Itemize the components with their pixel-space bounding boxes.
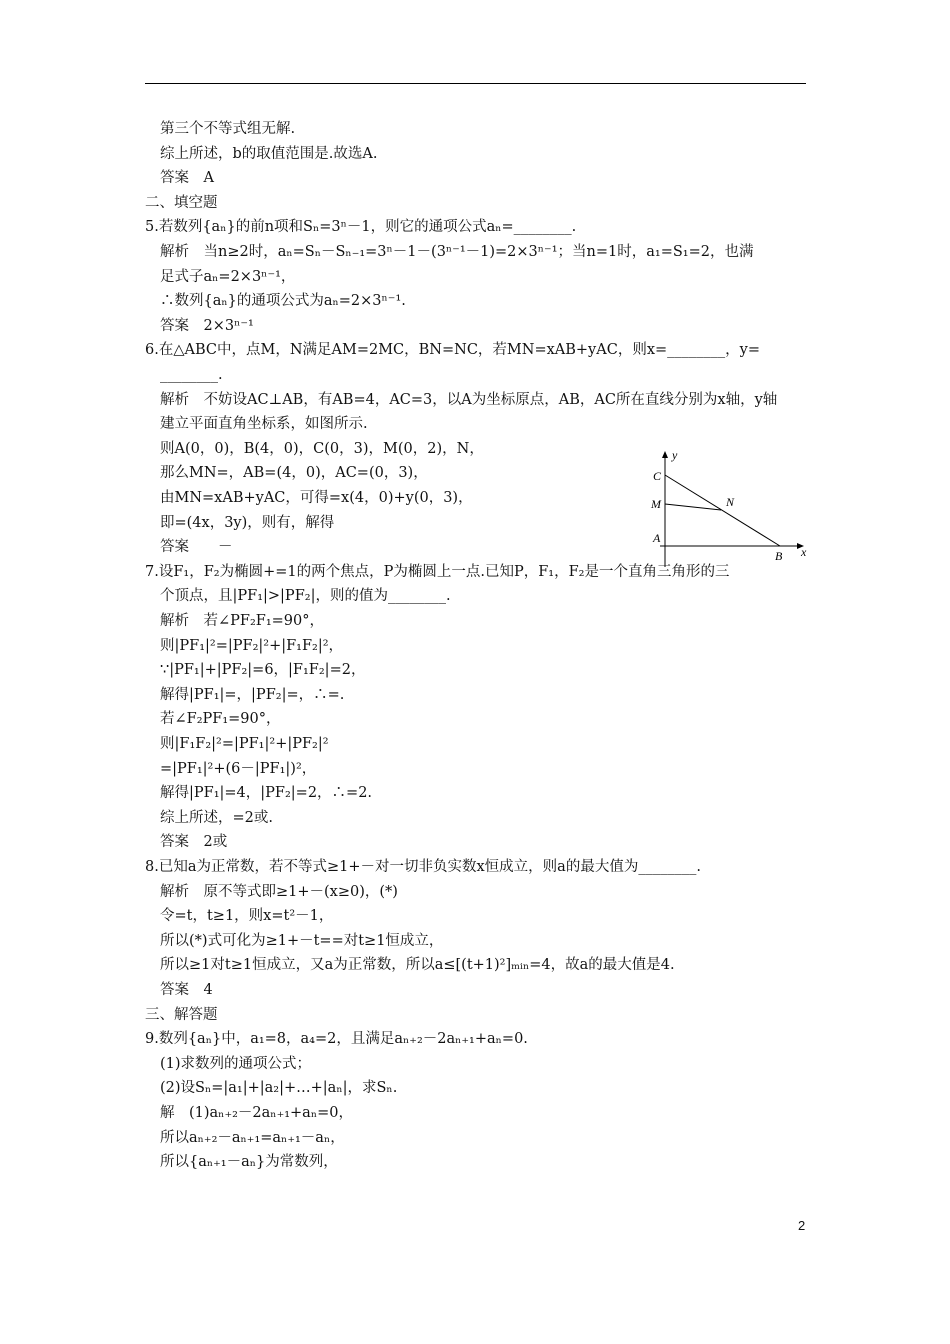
- text-line: 解析 若∠PF₂F₁=90°，: [160, 613, 325, 629]
- text-line: ________.: [160, 367, 223, 383]
- text-line: 8.已知a为正常数，若不等式≥1+－对一切非负实数x恒成立，则a的最大值为________.: [145, 859, 701, 875]
- label-n: N: [726, 495, 735, 509]
- text-line: 足式子aₙ=2×3ⁿ⁻¹，: [160, 268, 296, 285]
- text-line: 综上所述，b的取值范围是.故选A.: [160, 145, 378, 162]
- label-a: A: [653, 531, 661, 545]
- text-line: 所以(*)式可化为≥1+－t==对t≥1恒成立，: [160, 932, 444, 949]
- text-line: 则A(0，0)，B(4，0)，C(0，3)，M(0，2)，N，: [160, 440, 484, 457]
- text-line: ∴数列{aₙ}的通项公式为aₙ=2×3ⁿ⁻¹.: [160, 293, 406, 310]
- text-line: 答案 2或: [160, 834, 228, 851]
- text-line: 则|PF₁|²=|PF₂|²+|F₁F₂|²，: [160, 637, 344, 654]
- label-c: C: [653, 469, 662, 483]
- text-line: 解析 当n≥2时，aₙ=Sₙ－Sₙ₋₁=3ⁿ－1－(3ⁿ⁻¹－1)=2×3ⁿ⁻¹；当n=1时，a₁=S₁=2，也满: [160, 244, 754, 260]
- y-axis-arrow: [662, 451, 668, 458]
- text-line: 二、填空题: [145, 194, 218, 211]
- text-line: 解得|PF₁|=4，|PF₂|=2，∴=2.: [160, 785, 373, 802]
- page-number: 2: [798, 1218, 806, 1233]
- text-line: 解 (1)aₙ₊₂－2aₙ₊₁+aₙ=0，: [160, 1105, 353, 1121]
- text-line: 个顶点，且|PF₁|>|PF₂|，则的值为________.: [160, 588, 451, 605]
- label-x: x: [801, 545, 807, 559]
- text-line: 综上所述，=2或.: [160, 809, 273, 826]
- text-line: 令=t，t≥1，则x=t²－1，: [160, 908, 334, 925]
- text-line: 由MN=xAB+yAC，可得=x(4，0)+y(0，3)，: [160, 490, 473, 506]
- text-line: 第三个不等式组无解.: [160, 121, 296, 137]
- text-line: 所以aₙ₊₂－aₙ₊₁=aₙ₊₁－aₙ，: [160, 1129, 345, 1146]
- text-line: 解得|PF₁|=，|PF₂|=，∴=.: [160, 686, 345, 703]
- text-line: 那么MN=，AB=(4，0)，AC=(0，3)，: [160, 465, 428, 482]
- text-line: =|PF₁|²+(6－|PF₁|)²，: [160, 760, 317, 777]
- label-m: M: [651, 497, 661, 511]
- text-line: 三、解答题: [145, 1006, 218, 1023]
- text-line: 建立平面直角坐标系，如图所示.: [160, 416, 368, 433]
- text-line: 6.在△ABC中，点M，N满足AM=2MC，BN=NC，若MN=xAB+yAC，则x=________，y=: [145, 342, 760, 359]
- text-line: 9.数列{aₙ}中，a₁=8，a₄=2，且满足aₙ₊₂－2aₙ₊₁+aₙ=0.: [145, 1031, 528, 1048]
- text-line: 解析 原不等式即≥1+－(x≥0)，(*): [160, 883, 398, 900]
- text-line: 若∠F₂PF₁=90°，: [160, 711, 281, 728]
- text-line: (1)求数列的通项公式；: [160, 1055, 312, 1072]
- text-line: 7.设F₁，F₂为椭圆+=1的两个焦点，P为椭圆上一点.已知P，F₁，F₂是一个直角三角形的三: [145, 563, 730, 580]
- text-line: ∵|PF₁|+|PF₂|=6，|F₁F₂|=2，: [160, 662, 366, 679]
- text-line: 解析 不妨设AC⊥AB，有AB=4，AC=3，以A为坐标原点，AB，AC所在直线分别为x轴，y轴: [160, 391, 778, 408]
- text-line: 所以{aₙ₊₁－aₙ}为常数列，: [160, 1154, 338, 1171]
- text-line: 答案 4: [160, 982, 213, 998]
- segment-cb: [665, 475, 780, 546]
- text-line: 5.若数列{aₙ}的前n项和Sₙ=3ⁿ－1，则它的通项公式aₙ=________.: [145, 219, 577, 236]
- text-line: 所以≥1对t≥1恒成立，又a为正常数，所以a≤[(t+1)²]ₘᵢₙ=4，故a的最大值是4.: [160, 957, 675, 974]
- coordinate-figure: [640, 447, 815, 569]
- text-line: 即=(4x，3y)，则有，解得: [160, 514, 335, 531]
- header-rule: [145, 83, 806, 84]
- text-line: (2)设Sₙ=|a₁|+|a₂|+…+|aₙ|，求Sₙ.: [160, 1080, 398, 1097]
- text-line: 则|F₁F₂|²=|PF₁|²+|PF₂|²: [160, 736, 329, 752]
- text-line: 答案 A: [160, 170, 214, 187]
- label-y: y: [672, 448, 678, 462]
- text-line: 答案 －: [160, 539, 233, 556]
- text-line: 答案 2×3ⁿ⁻¹: [160, 317, 254, 334]
- label-b: B: [775, 549, 783, 563]
